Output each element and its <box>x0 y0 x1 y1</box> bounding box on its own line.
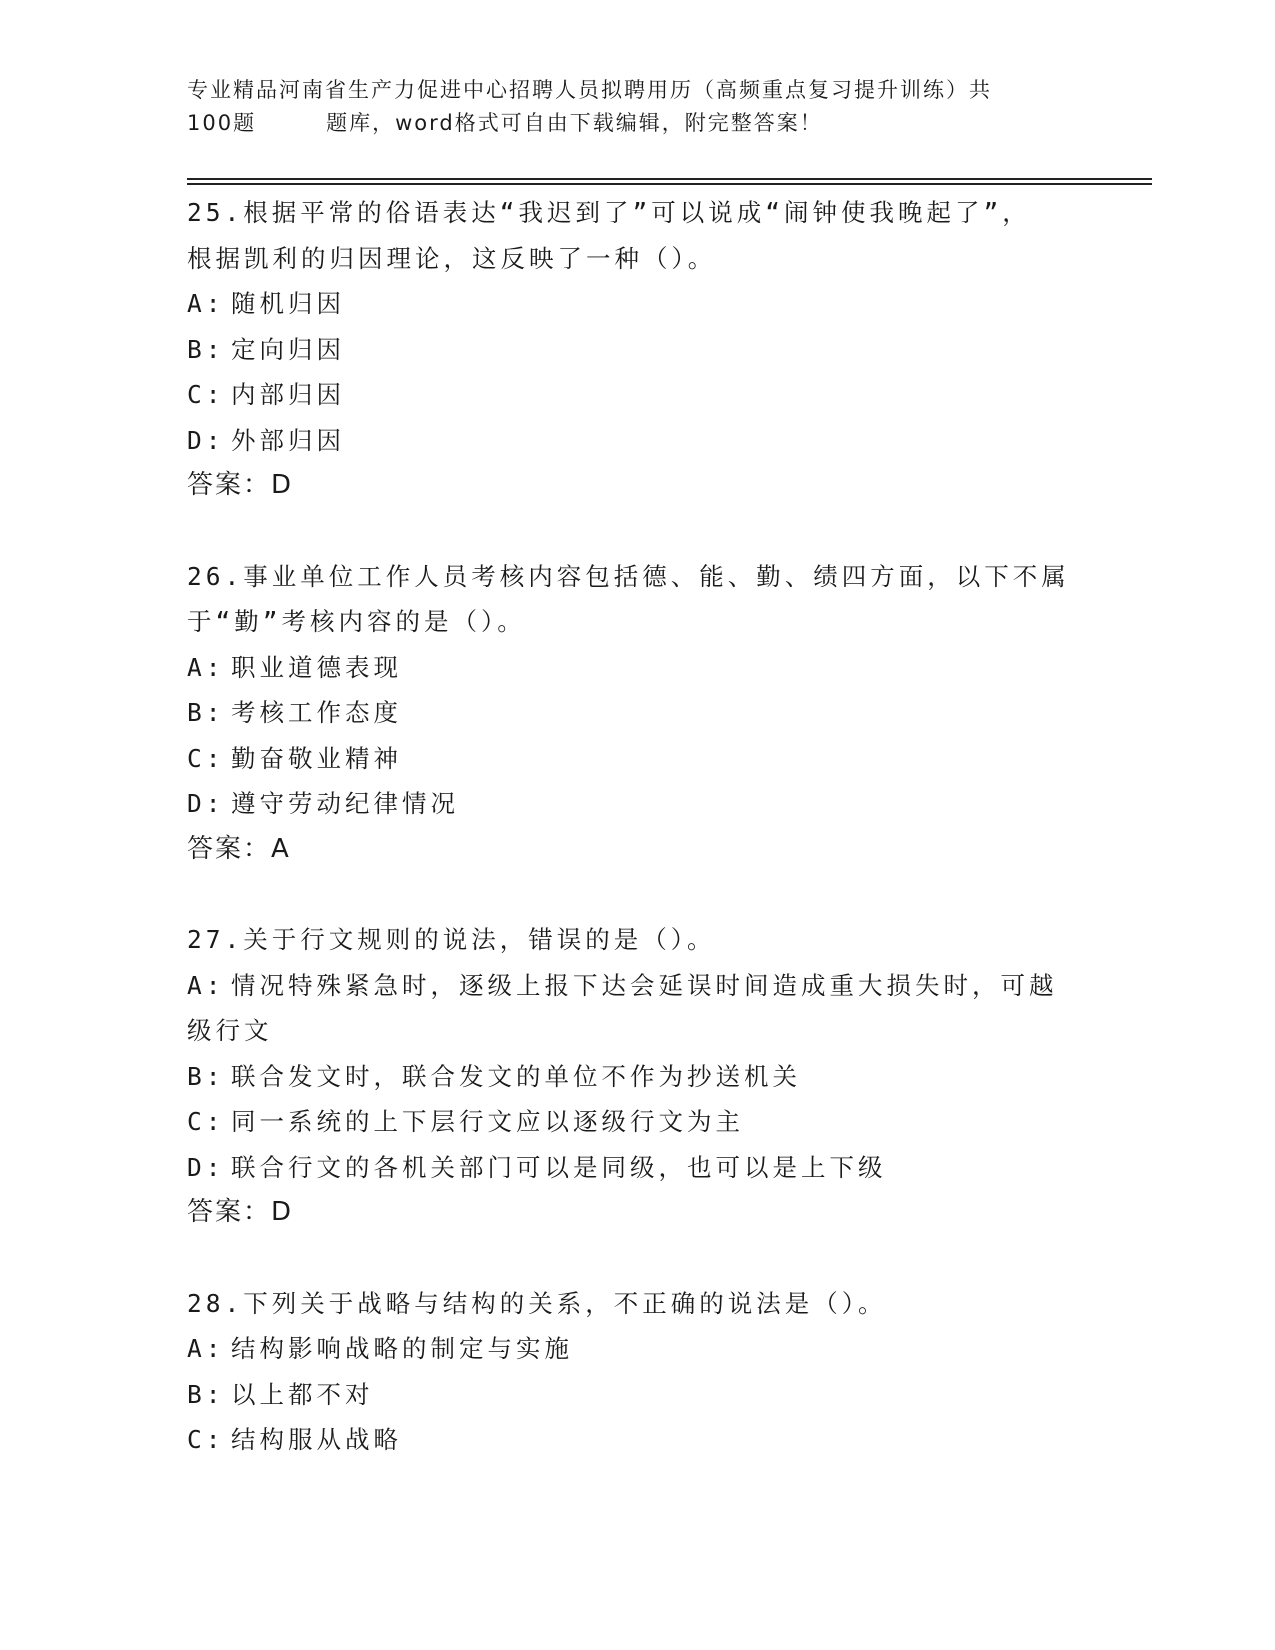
option-d <box>187 1145 1087 1191</box>
option-key: C: <box>187 1107 225 1136</box>
option-key: D: <box>187 1152 225 1182</box>
option-text: 以上都不对 <box>231 1379 374 1409</box>
option-a <box>187 645 1087 691</box>
option-b <box>187 690 1087 736</box>
option-a <box>187 1326 1087 1372</box>
answer-label: 答案：A <box>187 833 291 864</box>
option-b <box>187 1372 1087 1418</box>
option-key: C: <box>187 1425 225 1454</box>
header-title-line2 <box>187 107 1087 140</box>
option-d <box>187 781 1087 827</box>
option-text: 职业道德表现 <box>231 652 402 682</box>
option-a-continued: 级行文 <box>187 1016 273 1045</box>
option-text: 联合发文时，联合发文的单位不作为抄送机关 <box>231 1061 801 1091</box>
answer-label: 答案：D <box>187 1197 294 1227</box>
option-text: 随机归因 <box>231 289 345 318</box>
question-26 <box>187 554 1087 873</box>
document-header <box>187 74 1087 140</box>
option-key: B: <box>187 698 225 727</box>
option-text: 同一系统的上下层行文应以逐级行文为主 <box>231 1107 744 1136</box>
option-key: C: <box>187 743 225 773</box>
header-description: 题库，word格式可自由下载编辑，附完整答案！ <box>326 111 823 135</box>
option-key: A: <box>187 970 225 1000</box>
option-b <box>187 327 1087 373</box>
option-key: D: <box>187 789 225 818</box>
option-text: 内部归因 <box>231 380 345 409</box>
option-key: B: <box>187 1061 225 1091</box>
option-key: A: <box>187 289 225 318</box>
option-key: A: <box>187 652 225 682</box>
question-stem: 25.根据平常的俗语表达“我迟到了”可以说成“闹钟使我晚起了”， <box>187 198 1031 227</box>
option-text: 定向归因 <box>231 334 345 364</box>
option-text: 勤奋敬业精神 <box>231 743 402 773</box>
header-divider-top <box>187 178 1152 180</box>
question-stem: 26.事业单位工作人员考核内容包括德、能、勤、绩四方面，以下不属 <box>187 561 1070 591</box>
question-25 <box>187 190 1087 509</box>
option-text: 结构影响战略的制定与实施 <box>231 1334 573 1363</box>
question-27 <box>187 917 1087 1236</box>
option-key: A: <box>187 1334 225 1363</box>
option-b <box>187 1054 1087 1100</box>
option-key: B: <box>187 334 225 364</box>
question-stem: 27.关于行文规则的说法，错误的是（）。 <box>187 925 716 954</box>
option-c <box>187 372 1087 418</box>
option-a <box>187 963 1087 1009</box>
option-c <box>187 736 1087 782</box>
question-stem-continued: 根据凯利的归因理论，这反映了一种（）。 <box>187 243 717 273</box>
option-text: 考核工作态度 <box>231 698 402 727</box>
option-text: 结构服从战略 <box>231 1425 402 1454</box>
question-28 <box>187 1281 1087 1463</box>
question-stem: 28.下列关于战略与结构的关系，不正确的说法是（）。 <box>187 1288 887 1318</box>
option-a <box>187 281 1087 327</box>
option-d <box>187 418 1087 464</box>
option-text: 联合行文的各机关部门可以是同级，也可以是上下级 <box>231 1152 887 1182</box>
option-key: D: <box>187 425 225 455</box>
option-c <box>187 1099 1087 1145</box>
option-c <box>187 1417 1087 1463</box>
answer-label: 答案：D <box>187 470 294 500</box>
option-text: 遵守劳动纪律情况 <box>231 789 459 818</box>
header-divider-bottom <box>187 183 1152 185</box>
option-key: B: <box>187 1379 225 1409</box>
option-key: C: <box>187 380 225 409</box>
question-stem-continued: 于“勤”考核内容的是（）。 <box>187 607 526 636</box>
option-text: 情况特殊紧急时，逐级上报下达会延误时间造成重大损失时，可越 <box>231 970 1058 1000</box>
header-title-line1: 专业精品河南省生产力促进中心招聘人员拟聘用历（高频重点复习提升训练）共 <box>187 78 992 102</box>
question-list <box>187 190 1087 1508</box>
header-question-count: 100题 <box>187 111 257 135</box>
option-text: 外部归因 <box>231 425 345 455</box>
